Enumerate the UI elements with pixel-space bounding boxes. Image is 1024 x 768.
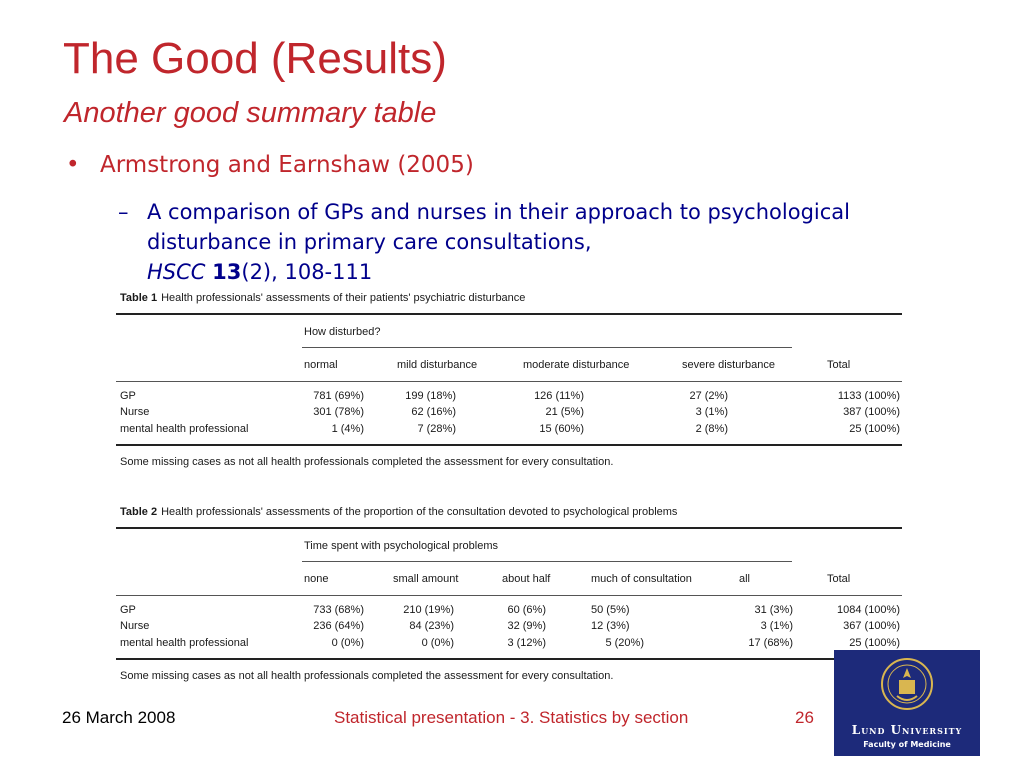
- journal-issue-pages: (2), 108-111: [241, 260, 373, 284]
- bullet-text: Armstrong and Earnshaw (2005): [100, 152, 474, 178]
- table-cell: 210 (19%): [403, 604, 454, 616]
- table-2-col-all: all: [739, 573, 751, 585]
- table-cell: 301 (78%): [313, 406, 364, 418]
- table-cell: 17 (68%): [748, 637, 793, 649]
- table-cell: 0 (0%): [421, 637, 454, 649]
- table-2-group-header: Time spent with psychological problems: [304, 540, 499, 552]
- table-2-col-much: much of consultation: [591, 573, 692, 585]
- table-2-number: Table 2: [120, 506, 158, 518]
- table-cell: 21 (5%): [545, 406, 584, 418]
- table-1: [116, 290, 904, 475]
- row-label: mental health professional: [120, 637, 249, 649]
- sub-bullet: [118, 197, 908, 287]
- table-2-top-rule: [116, 527, 902, 529]
- table-2-col-none: none: [304, 573, 329, 585]
- table-cell: 50 (5%): [591, 604, 630, 616]
- university-logo: [834, 650, 980, 756]
- table-cell: 5 (20%): [605, 637, 644, 649]
- table-cell: 7 (28%): [417, 423, 456, 435]
- table-cell: 1133 (100%): [837, 390, 900, 402]
- footer-title: Statistical presentation - 3. Statistics by section: [334, 708, 689, 727]
- slide-title: The Good (Results): [63, 34, 447, 83]
- table-cell: 62 (16%): [411, 406, 456, 418]
- table-1-caption: [120, 292, 525, 304]
- table-1-caption-text: Health professionals' assessments of their patients' psychiatric disturbance: [161, 292, 526, 304]
- table-cell: 12 (3%): [591, 620, 630, 632]
- table-1-group-header: How disturbed?: [304, 326, 381, 338]
- table-2-col-small: small amount: [393, 573, 459, 585]
- row-label: GP: [120, 390, 136, 402]
- table-cell: 32 (9%): [507, 620, 546, 632]
- table-2-col-half: about half: [502, 573, 551, 585]
- table-cell: 781 (69%): [313, 390, 364, 402]
- table-cell: 2 (8%): [695, 423, 728, 435]
- table-cell: 236 (64%): [313, 620, 364, 632]
- table-cell: 1 (4%): [331, 423, 364, 435]
- table-2-header-rule: [116, 595, 902, 596]
- table-cell: 3 (1%): [760, 620, 793, 632]
- table-cell: 15 (60%): [539, 423, 584, 435]
- table-2-col-total: Total: [827, 573, 851, 585]
- seal-icon: [880, 654, 934, 720]
- table-cell: 199 (18%): [405, 390, 456, 402]
- table-1-note: Some missing cases as not all health professionals completed the assessment for every consultation.: [120, 456, 614, 468]
- table-1-top-rule: [116, 313, 902, 315]
- table-cell: 60 (6%): [507, 604, 546, 616]
- table-cell: 25 (100%): [849, 423, 900, 435]
- table-cell: 126 (11%): [534, 390, 584, 402]
- table-2-group-rule: [302, 561, 792, 562]
- table-1-bottom-rule: [116, 444, 902, 446]
- table-cell: 25 (100%): [849, 637, 900, 649]
- table-1-group-rule: [302, 347, 792, 348]
- table-1-number: Table 1: [120, 292, 158, 304]
- row-label: Nurse: [120, 406, 150, 418]
- footer-date: 26 March 2008: [62, 708, 176, 727]
- table-cell: 367 (100%): [843, 620, 900, 632]
- table-1-header-rule: [116, 381, 902, 382]
- table-1-col-normal: normal: [304, 359, 338, 371]
- table-cell: 1084 (100%): [837, 604, 900, 616]
- table-1-col-mild: mild disturbance: [397, 359, 478, 371]
- row-label: GP: [120, 604, 136, 616]
- sub-bullet-body: [147, 197, 908, 287]
- row-label: mental health professional: [120, 423, 249, 435]
- logo-faculty-name: Faculty of Medicine: [863, 740, 951, 749]
- table-cell: 0 (0%): [331, 637, 364, 649]
- table-cell: 27 (2%): [689, 390, 728, 402]
- logo-university-name: Lund University: [851, 723, 963, 737]
- table-1-col-total: Total: [827, 359, 851, 371]
- table-cell: 84 (23%): [409, 620, 454, 632]
- sub-bullet-text: A comparison of GPs and nurses in their approach to psychological disturbance in primary care consultations,: [147, 200, 850, 254]
- journal-volume: 13: [212, 260, 242, 284]
- table-1-col-severe: severe disturbance: [682, 359, 775, 371]
- table-1-col-moderate: moderate disturbance: [523, 359, 630, 371]
- row-label: Nurse: [120, 620, 150, 632]
- table-2: [116, 504, 904, 690]
- bullet-marker: •: [66, 152, 80, 178]
- table-cell: 733 (68%): [313, 604, 364, 616]
- table-2-note: Some missing cases as not all health professionals completed the assessment for every consultation.: [120, 670, 614, 682]
- sub-bullet-marker: –: [118, 200, 129, 224]
- table-cell: 3 (12%): [507, 637, 546, 649]
- table-cell: 31 (3%): [754, 604, 793, 616]
- table-2-caption-text: Health professionals' assessments of the proportion of the consultation devoted to psychological problems: [161, 506, 678, 518]
- table-2-caption: [120, 506, 677, 518]
- journal-name: HSCC: [147, 260, 206, 284]
- table-2-bottom-rule: [116, 658, 902, 660]
- table-cell: 387 (100%): [843, 406, 900, 418]
- slide-subtitle: Another good summary table: [64, 97, 437, 129]
- table-cell: 3 (1%): [695, 406, 728, 418]
- page-number: 26: [795, 708, 814, 727]
